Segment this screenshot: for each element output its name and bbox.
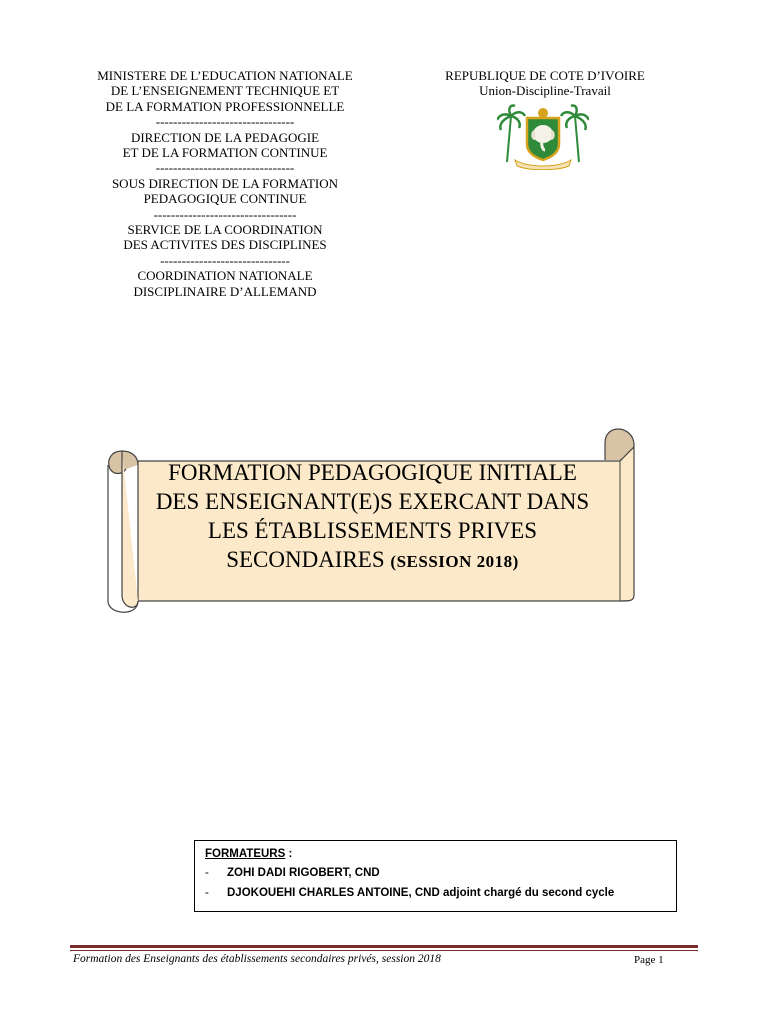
title-line-text: SECONDAIRES (226, 547, 385, 572)
header-line: DES ACTIVITES DES DISCIPLINES (123, 237, 327, 253)
trainer-item (205, 867, 676, 879)
header-line: DISCIPLINAIRE D’ALLEMAND (133, 283, 317, 299)
trainer-item (205, 887, 676, 899)
coat-of-arms-icon (497, 104, 589, 170)
session-label: (SESSION 2018) (390, 552, 519, 571)
footer-text: Formation des Enseignants des établissements secondaires privés, session 2018 (73, 953, 441, 965)
trainers-heading-text: FORMATEURS (205, 848, 286, 860)
trainer-name: DJOKOUEHI CHARLES ANTOINE, CND adjoint chargé du second cycle (227, 887, 615, 899)
page-number: Page 1 (634, 954, 664, 966)
title-line: LES ÉTABLISSEMENTS PRIVES (207, 518, 538, 543)
header-separator: ------------------------------ (160, 252, 290, 268)
footer-rule-thin (70, 950, 698, 951)
title-line: DES ENSEIGNANT(E)S EXERCANT DANS (155, 489, 590, 514)
republic-header (425, 68, 665, 99)
header-line: ET DE LA FORMATION CONTINUE (122, 145, 328, 161)
footer-rule (70, 945, 698, 948)
list-dash: - (205, 867, 209, 879)
header-line: DE L’ENSEIGNEMENT TECHNIQUE ET (110, 83, 340, 99)
header-line: SOUS DIRECTION DE LA FORMATION (111, 175, 339, 191)
header-line: COORDINATION NATIONALE (137, 268, 313, 284)
trainers-heading (205, 848, 676, 860)
header-line: DIRECTION DE LA PEDAGOGIE (130, 129, 320, 145)
header-line: MINISTERE DE L’EDUCATION NATIONALE (97, 68, 353, 83)
trainers-box (194, 840, 677, 912)
title-line (150, 545, 595, 576)
header-separator: --------------------------------- (153, 206, 297, 222)
header-line: DE LA FORMATION PROFESSIONNELLE (105, 98, 345, 114)
header-separator: -------------------------------- (155, 114, 295, 130)
document-title (150, 458, 595, 576)
title-line: FORMATION PEDAGOGIQUE INITIALE (168, 460, 577, 485)
ministry-header (55, 68, 395, 299)
header-separator: -------------------------------- (155, 160, 295, 176)
list-dash: - (205, 887, 209, 899)
trainer-name: ZOHI DADI RIGOBERT, CND (227, 867, 380, 879)
header-line: SERVICE DE LA COORDINATION (127, 222, 323, 238)
national-motto: Union-Discipline-Travail (479, 83, 611, 99)
header-line: PEDAGOGIQUE CONTINUE (143, 191, 307, 207)
country-name: REPUBLIQUE DE COTE D’IVOIRE (445, 68, 645, 83)
trainers-heading-suffix: : (285, 848, 293, 860)
